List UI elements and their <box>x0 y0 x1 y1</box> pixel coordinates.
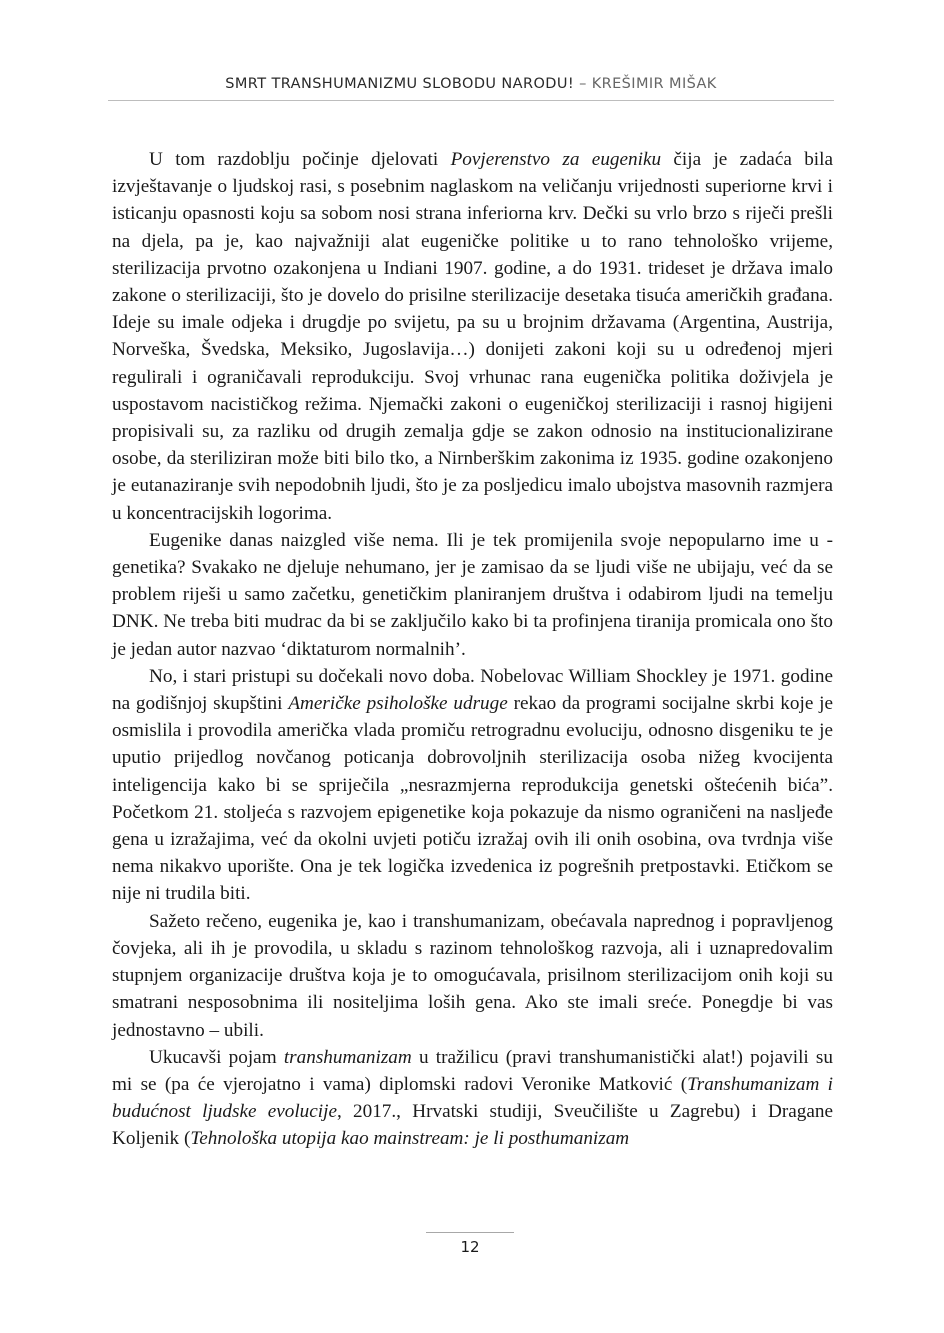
paragraph-3 <box>112 663 833 908</box>
header-separator: – <box>574 76 592 92</box>
page-number: 12 <box>460 1238 480 1256</box>
footer-rule <box>426 1232 514 1233</box>
paragraph-text: , 2017., Hrvatski studiji, Sveučilište u Zagrebu) i Dragane Koljenik ( <box>112 1101 833 1150</box>
paragraph-text: No, i stari pristupi su dočekali novo doba. Nobelovac William Shockley je 1971. godine na godišnjoj skupštini <box>112 665 833 715</box>
paragraph-text: Ukucavši pojam <box>149 1046 284 1068</box>
paragraph-1 <box>112 146 833 527</box>
italic-term: transhumanizam <box>283 1046 412 1068</box>
running-header <box>108 76 834 92</box>
paragraph-text: rekao da programi socijalne skrbi koje je osmislila i provodila američka vlada promiču retrogradnu evoluciju, odnosno disgeniku te je uputio prijedlog novčanog poticanja dobrovoljnih sterilizacija osoba nižeg kvocijenta inteligencija kako bi se spriječila „nesrazmjerna reprodukcija genetski oštećenih bića”. Početkom 21. stoljeća s razvojem epigenetike koja pokazuje da nismo ograničeni na nasljeđe gena u izražajima, već da okolni uvjeti potiču izražaj ovih ili onih osobina, ova tvrdnja više nema nikakvo uporište. Ona je tek logička izvedenica iz pogrešnih pretpostavki. Etičkom se nije ni trudila biti. <box>112 693 834 905</box>
paragraph-text: u tražilicu (pravi transhumanistički alat!) pojavili su mi se (pa će vjerojatno i vama) diplomski radovi Veronike Matković ( <box>112 1046 833 1095</box>
paragraph-5 <box>112 1044 833 1153</box>
italic-title: Tehnološka utopija kao mainstream: je li posthumanizam <box>190 1128 630 1150</box>
italic-term: Američke psihološke udruge <box>288 693 508 715</box>
paragraph-2 <box>112 527 833 663</box>
paragraph-text: Sažeto rečeno, eugenika je, kao i transhumanizam, obećavala naprednog i popravljenog čovjeka, ali ih je provodila, u skladu s razinom tehnološkog razvoja, ali i uznapredovalim stupnjem organizacije društva koja je to omogućavala, prisilnom sterilizacijom onih koji su smatrani nesposobnima ili nositeljima loših gena. Ako ste imali sreće. Ponegdje bi vas jednostavno – ubili. <box>112 910 833 1041</box>
italic-term: Povjerenstvo za eugeniku <box>450 149 662 170</box>
body-text <box>112 146 833 1153</box>
paragraph-text: Eugenike danas naizgled više nema. Ili je tek promijenila svoje nepopularno ime u - genetika? Svakako ne djeluje nehumano, jer je zamisao da se ljudi više ne ubijaju, već da se problem riješi u samo začetku, genetičkim planiranjem društva i odabirom ljudi na temelju DNK. Ne treba biti mudrac da bi se zaključilo kako bi ta profinjena tiranija promicala ono što je jedan autor nazvao ‘diktaturom normalnih’. <box>112 529 833 660</box>
book-title: SMRT TRANSHUMANIZMU SLOBODU NARODU! <box>225 76 575 92</box>
paragraph-text: U tom razdoblju počinje djelovati <box>149 149 451 170</box>
italic-title: Transhumanizam i budućnost ljudske evolucije <box>112 1073 834 1123</box>
paragraph-text: čija je zadaća bila izvještavanje o ljudskoj rasi, s posebnim naglaskom na veličanju vrijednosti superiorne krvi i isticanju opasnosti koju sa sobom nosi strana inferiorna krv. Dečki su vrlo brzo s riječi prešli na djela, pa je, kao najvažniji alat eugeničke politike u to rano tehnološko vrijeme, sterilizacija prvotno ozakonjena u Indiani 1907. godine, a do 1931. trideset je država imalo zakone o sterilizaciji, što je dovelo do prisilne sterilizacije desetaka tisuća američkih građana. Ideje su imale odjeka i drugdje po svijetu, pa su u brojnim državama (Argentina, Austrija, Norveška, Švedska, Meksiko, Jugoslavija…) donijeti zakoni koji su u određenoj mjeri regulirali i ograničavali reprodukciju. Svoj vrhunac rana eugenička politika doživjela je uspostavom nacističkog režima. Njemački zakoni o eugeničkoj sterilizaciji i rasnoj higijeni propisivali su, za razliku od drugih zemalja gdje se zakon odnosio na institucionalizirane osobe, da steriliziran može biti bilo tko, a Nirnberškim zakonima iz 1935. godine ozakonjeno je eutanaziranje svih nepodobnih ljudi, što je za posljedicu imalo ubojstva masovnih razmjera u koncentracijskih logorima. <box>112 149 833 524</box>
paragraph-4 <box>112 908 833 1044</box>
author-name: KREŠIMIR MIŠAK <box>591 76 717 92</box>
header-rule <box>108 100 834 101</box>
